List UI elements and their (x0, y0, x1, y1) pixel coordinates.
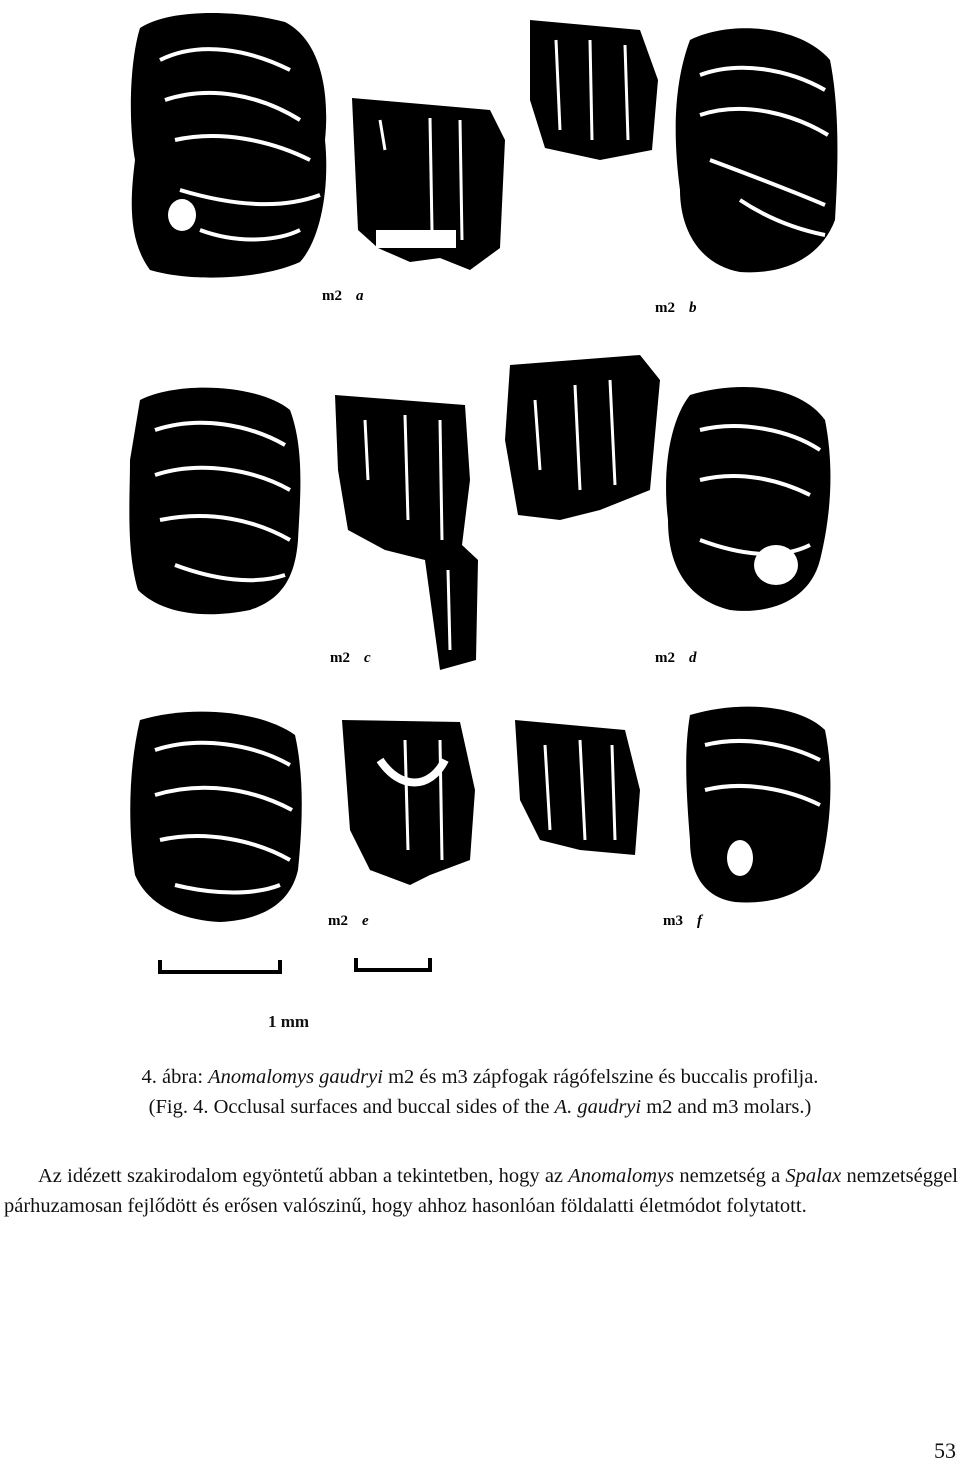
scale-label: 1 mm (268, 1012, 310, 1031)
body-paragraph: Az idézett szakirodalom egyöntetű abban a tekintetben, hogy az Anomalomys nemzetség a Spalax nemzetséggel párhuzamosan fejlődött és erősen valószinű, hogy ahhoz hasonlóan földalatti életmódot folytatott. (4, 1165, 958, 1217)
tooth-label-f: m3 f (663, 913, 702, 929)
page-number: 53 (934, 1438, 956, 1463)
scale-bar (160, 958, 430, 972)
tooth-label-e: m2 e (328, 913, 369, 929)
tooth-e-occlusal (130, 712, 301, 922)
tooth-c-buccal (335, 395, 478, 670)
tooth-d-occlusal (666, 387, 830, 611)
tooth-a-buccal (352, 98, 505, 270)
tooth-d-buccal (505, 355, 660, 520)
tooth-f-buccal (515, 720, 640, 855)
tooth-label-d: m2 d (655, 650, 697, 666)
tooth-b-occlusal (676, 28, 838, 272)
figure-caption-hu: 4. ábra: Anomalomys gaudryi m2 és m3 zápfogak rágófelszine és buccalis profilja. (141, 1066, 819, 1088)
tooth-e-buccal (342, 720, 475, 885)
tooth-b-buccal (530, 20, 658, 160)
figure-caption-en: (Fig. 4. Occlusal surfaces and buccal sides of the A. gaudryi m2 and m3 molars.) (148, 1096, 812, 1118)
tooth-label-a: m2 a (322, 288, 364, 304)
tooth-f-occlusal (686, 707, 830, 903)
tooth-label-b: m2 b (655, 300, 697, 316)
tooth-c-occlusal (129, 388, 300, 615)
tooth-a-occlusal (131, 13, 326, 278)
tooth-label-c: m2 c (330, 650, 371, 666)
